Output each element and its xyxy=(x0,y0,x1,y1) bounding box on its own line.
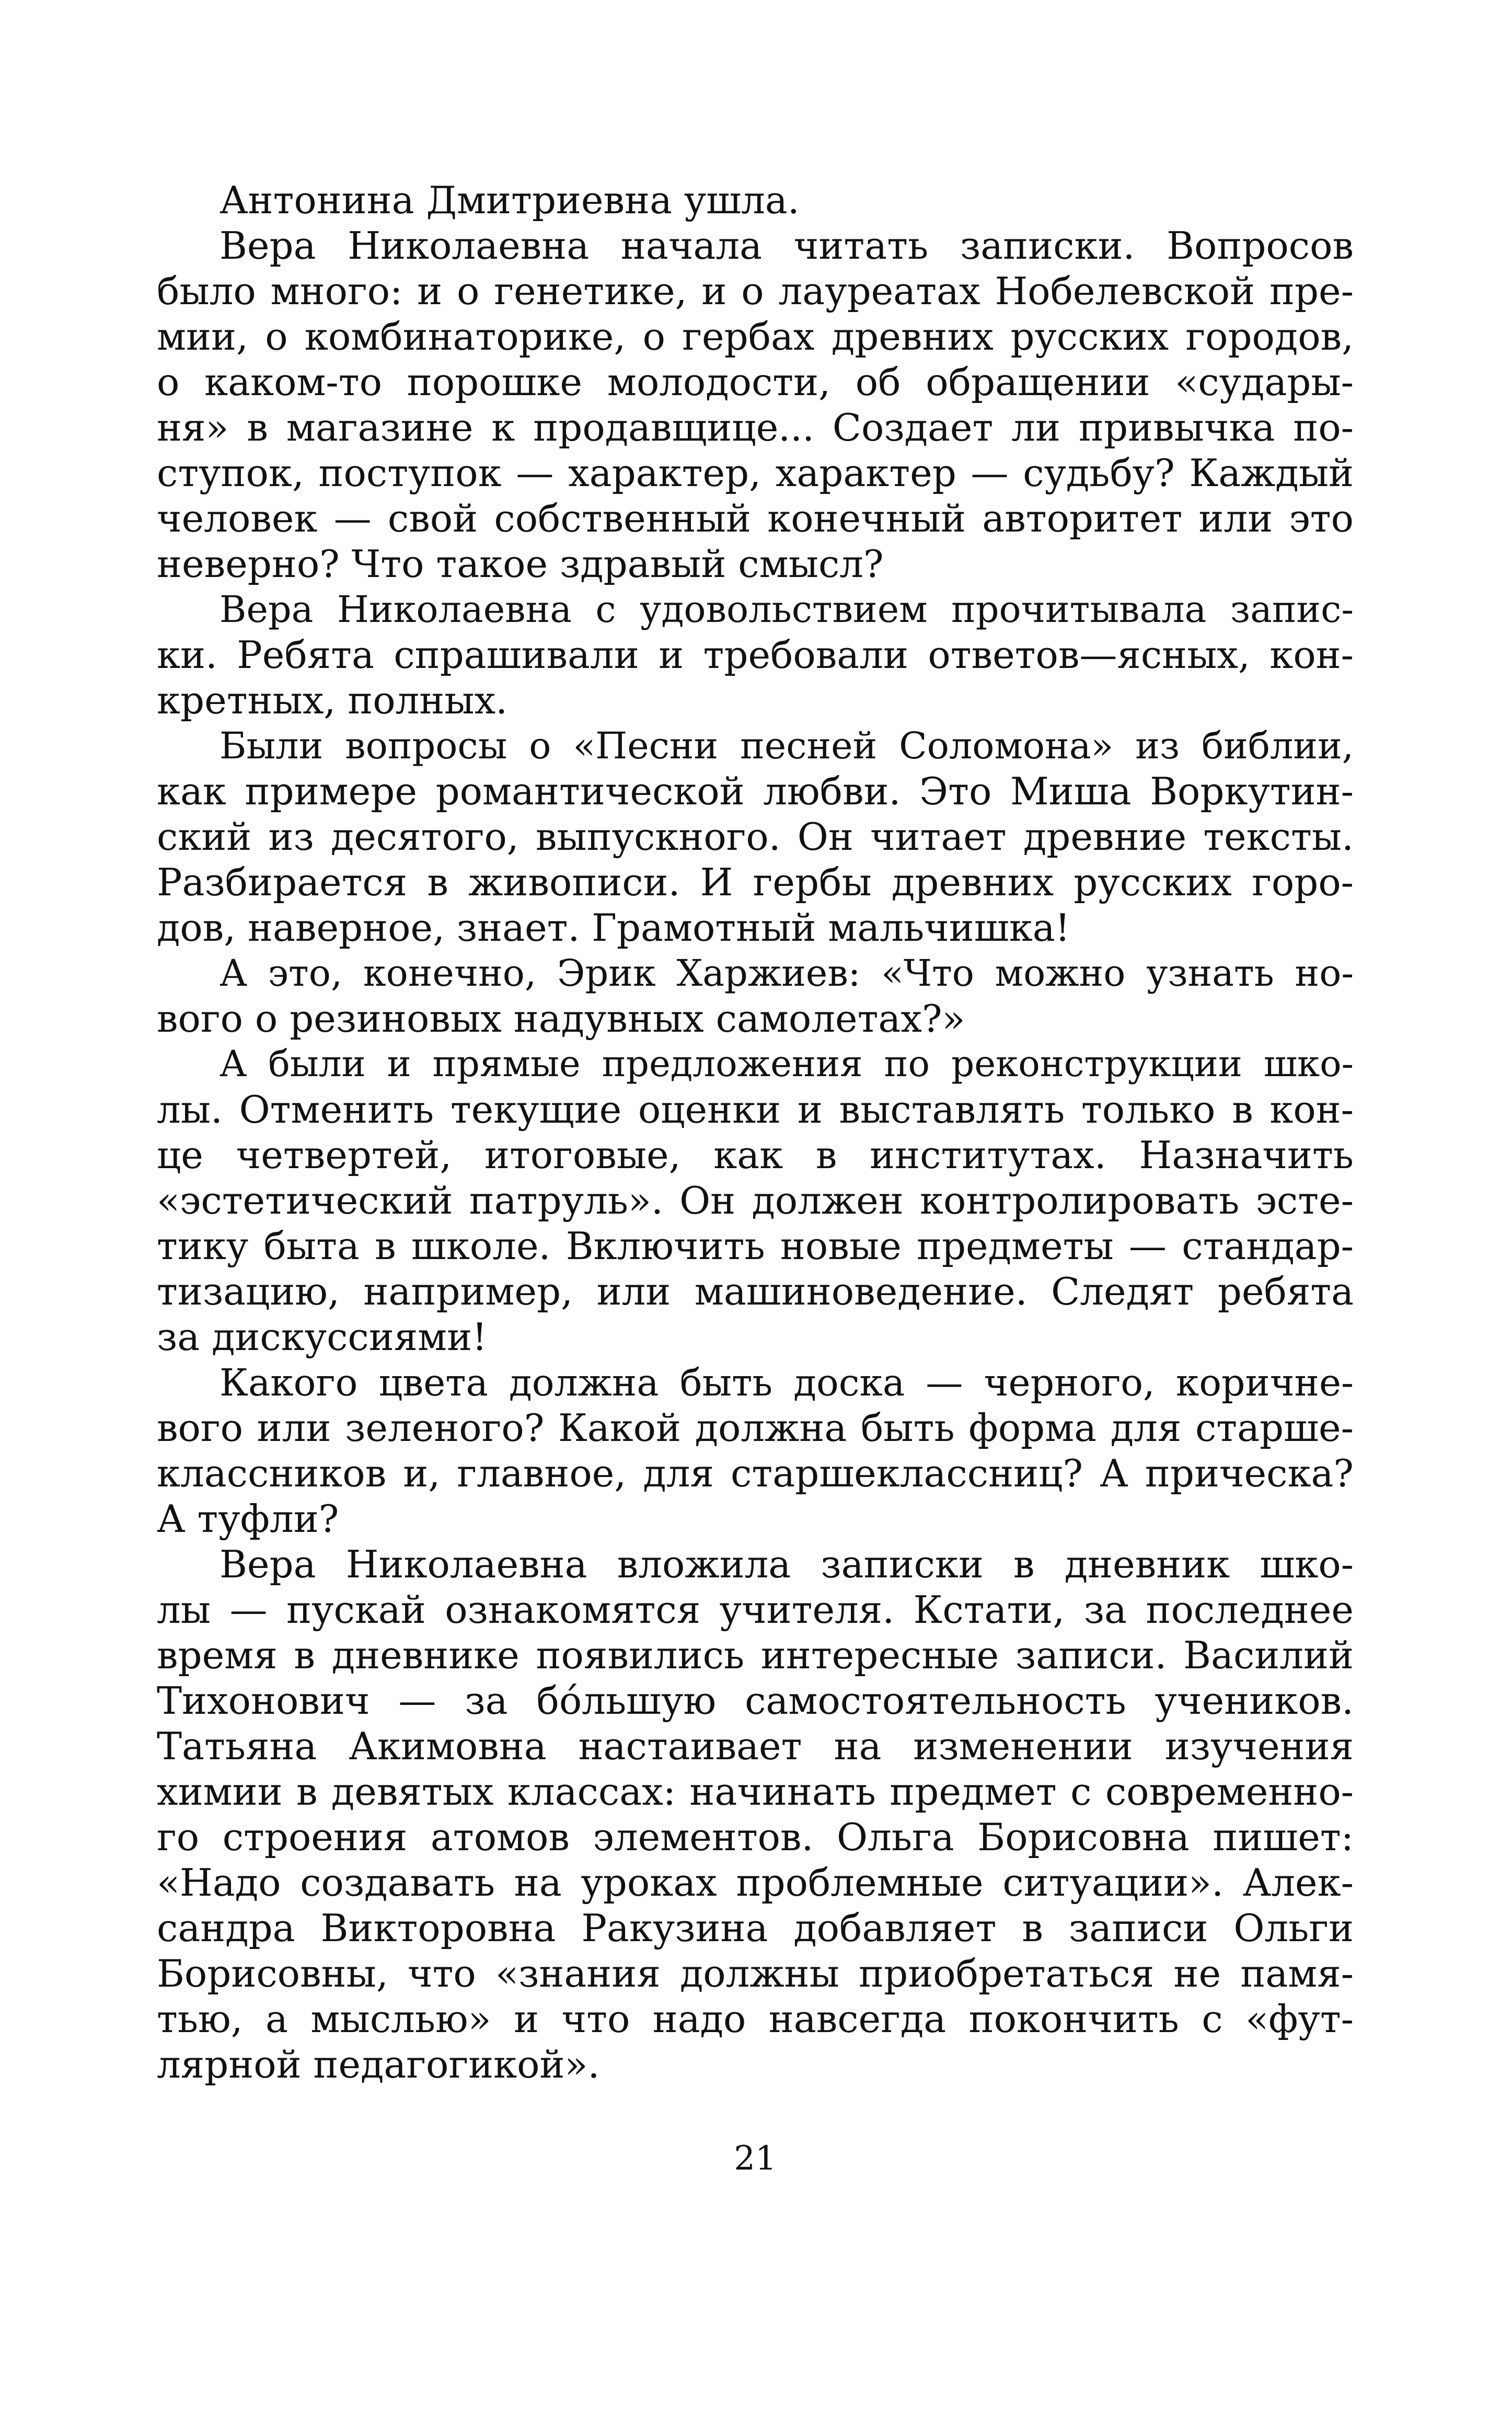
text-line: лы. Отменить текущие оценки и выставлять только в кон- xyxy=(157,1088,1354,1132)
text-line: тизацию, например, или машиноведение. Следят ребята xyxy=(157,1270,1354,1313)
text-line: было много: и о генетике, и о лауреатах Нобелевской пре- xyxy=(157,269,1354,313)
paragraph xyxy=(157,1360,1354,1542)
text-line: как примере романтической любви. Это Миша Воркутин- xyxy=(157,769,1354,813)
text-line: человек — свой собственный конечный авторитет или это xyxy=(157,497,1354,540)
text-line: тику быта в школе. Включить новые предметы — стандар- xyxy=(157,1224,1354,1268)
text-line: Татьяна Акимовна настаивает на изменении изучения xyxy=(157,1724,1354,1768)
text-line: Какого цвета должна быть доска — черного, коричне- xyxy=(220,1361,1354,1404)
text-line: це четвертей, итоговые, как в институтах. Назначить xyxy=(157,1133,1354,1177)
paragraph xyxy=(157,723,1354,951)
text-line: дов, наверное, знает. Грамотный мальчишка! xyxy=(157,906,1070,950)
paragraph xyxy=(157,1542,1354,2087)
text-line: А туфли? xyxy=(157,1497,339,1541)
text-line: химии в девятых классах: начинать предмет с современно- xyxy=(157,1770,1354,1814)
text-line: ступок, поступок — характер, характер — судьбу? Каждый xyxy=(157,451,1354,495)
text-line: тью, а мыслью» и что надо навсегда покончить с «фут- xyxy=(157,1997,1354,2041)
text-line: А это, конечно, Эрик Харжиев: «Что можно узнать но- xyxy=(220,952,1354,995)
text-line: лы — пускай ознакомятся учителя. Кстати, за последнее xyxy=(157,1588,1354,1632)
paragraph xyxy=(157,951,1354,1042)
text-line: вого или зеленого? Какой должна быть форма для старше- xyxy=(157,1406,1354,1450)
text-line: го строения атомов элементов. Ольга Борисовна пишет: xyxy=(157,1815,1354,1859)
book-page xyxy=(157,178,1354,2341)
paragraph xyxy=(157,178,1354,223)
text-line: ки. Ребята спрашивали и требовали ответов—ясных, кон- xyxy=(157,633,1354,677)
text-line: Антонина Дмитриевна ушла. xyxy=(220,178,800,222)
paragraph xyxy=(157,1042,1354,1360)
page-number: 21 xyxy=(734,2139,777,2178)
text-line: А были и прямые предложения по реконструкции шко- xyxy=(220,1043,1354,1085)
body-text xyxy=(157,178,1354,2087)
text-line: кретных, полных. xyxy=(157,678,508,722)
text-line: классников и, главное, для старшеклассниц? А прическа? xyxy=(157,1451,1354,1495)
text-line: Борисовны, что «знания должны приобретаться не памя- xyxy=(157,1952,1354,1995)
text-line: Разбирается в живописи. И гербы древних русских горо- xyxy=(157,860,1354,904)
paragraph xyxy=(157,223,1354,587)
text-line: Вера Николаевна вложила записки в дневник шко- xyxy=(220,1542,1354,1586)
text-line: «эстетический патруль». Он должен контролировать эсте- xyxy=(157,1179,1354,1222)
text-line: лярной педагогикой». xyxy=(157,2043,600,2086)
text-line: мии, о комбинаторике, о гербах древних русских городов, xyxy=(157,315,1354,359)
text-line: Были вопросы о «Песни песней Соломона» из библии, xyxy=(220,724,1354,767)
text-line: Тихонович — за бóльшую самостоятельность учеников. xyxy=(157,1679,1354,1723)
text-line: сандра Викторовна Ракузина добавляет в записи Ольги xyxy=(157,1906,1354,1950)
text-line: вого о резиновых надувных самолетах?» xyxy=(157,997,965,1041)
text-line: «Надо создавать на уроках проблемные ситуации». Алек- xyxy=(157,1861,1354,1905)
text-line: Вера Николаевна с удовольствием прочитывала запис- xyxy=(220,588,1354,631)
text-line: неверно? Что такое здравый смысл? xyxy=(157,542,884,586)
text-line: ский из десятого, выпускного. Он читает древние тексты. xyxy=(157,815,1354,859)
text-line: Вера Николаевна начала читать записки. Вопросов xyxy=(220,224,1354,268)
text-line: за дискуссиями! xyxy=(157,1315,488,1359)
paragraph xyxy=(157,587,1354,723)
text-line: о каком-то порошке молодости, об обращении «судары- xyxy=(157,360,1354,404)
text-line: время в дневнике появились интересные записи. Василий xyxy=(157,1633,1354,1677)
text-line: ня» в магазине к продавщице... Создает ли привычка по- xyxy=(157,406,1354,449)
